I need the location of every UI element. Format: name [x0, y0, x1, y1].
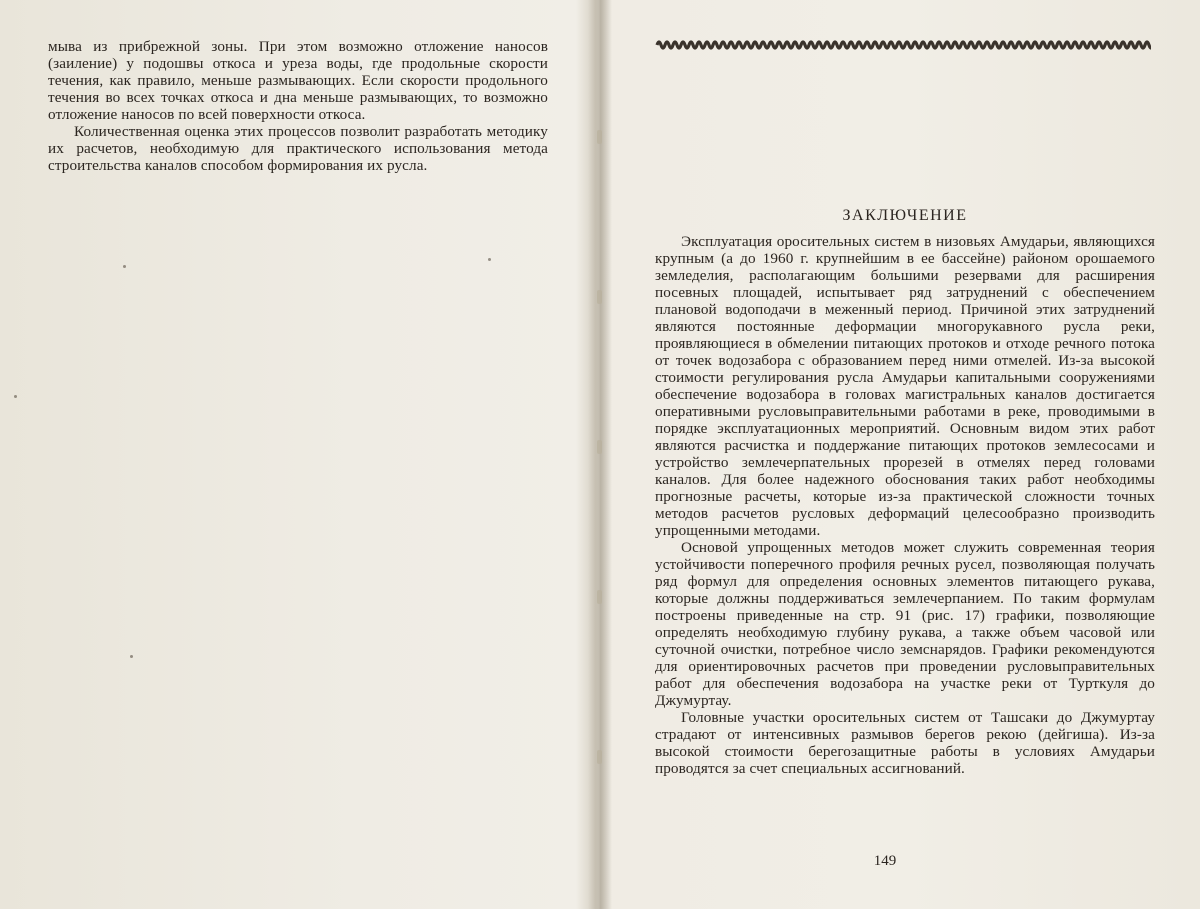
- right-paragraph-1: Эксплуатация оросительных систем в низовьях Амударьи, являющихся крупным (а до 1960 г. крупнейшим в ее бассейне) районом орошаемого земледелия, располагающим большими резервами для расширения посевных площадей, испытывает ряд затруднений с обеспечением плановой водоподачи в меженный период. Причиной этих затруднений являются постоянные деформации многорукавного русла реки, проявляющиеся в обмелении питающих протоков и отходе речного потока от точек водозабора с образованием перед ними отмелей. Из-за высокой стоимости регулирования русла Амударьи капитальными сооружениями обеспечение водозабора в головах магистральных каналов достигается оперативными русловыправительными работами в реке, проводимыми в порядке эксплуатационных мероприятий. Основным видом этих работ являются расчистка и поддержание питающих протоков землесосами и устройство землечерпательных прорезей в отмелях перед головами каналов. Для более надежного обоснования таких работ необходимы прогнозные расчеты, которые из-за практической сложности точных методов расчетов русловых деформаций целесообразно производить упрощенными методами.: [655, 233, 1155, 539]
- binding-stitch: [597, 130, 602, 144]
- paper-speck: [123, 265, 126, 268]
- right-paragraph-3: Головные участки оросительных систем от Ташсаки до Джумуртау страдают от интенсивных размывов берегов рекою (дейгиша). Из-за высокой стоимости берегозащитные работы в условиях Амударьи проводятся за счет специальных ассигнований.: [655, 709, 1155, 777]
- right-paragraph-2: Основой упрощенных методов может служить современная теория устойчивости поперечного профиля речных русел, позволяющая получать ряд формул для определения основных элементов питающего рукава, которые должны поддерживаться землечерпанием. По таким формулам построены приведенные на стр. 91 (рис. 17) графики, позволяющие определять необходимую глубину рукава, а также объем часовой или суточной очистки, потребное число земснарядов. Графики рекомендуются для ориентировочных расчетов при проведении русловыправительных работ для обеспечения водозабора на участке реки от Турткуля до Джумуртау.: [655, 539, 1155, 709]
- paper-speck: [130, 655, 133, 658]
- paper-speck: [488, 258, 491, 261]
- left-paragraph-1: мыва из прибрежной зоны. При этом возможно отложение наносов (заиление) у подошвы откоса и уреза воды, где продольные скорости течения, как правило, меньше размывающих. Если скорости продольного течения во всех точках откоса и дна меньше размывающих, то возможно отложение наносов по всей поверхности откоса.: [48, 38, 548, 123]
- left-page: [48, 38, 548, 174]
- binding-stitch: [597, 750, 602, 764]
- right-page: [655, 38, 1155, 777]
- section-heading: ЗАКЛЮЧЕНИЕ: [842, 207, 968, 224]
- left-paragraph-2: Количественная оценка этих процессов позволит разработать методику их расчетов, необходимую для практического использования метода строительства каналов способом формирования их русла.: [48, 123, 548, 174]
- paper-speck: [14, 395, 17, 398]
- page-number: 149: [873, 853, 897, 869]
- binding-stitch: [597, 440, 602, 454]
- binding-stitch: [597, 290, 602, 304]
- binding-stitch: [597, 590, 602, 604]
- wave-ornament-icon: [655, 38, 1151, 52]
